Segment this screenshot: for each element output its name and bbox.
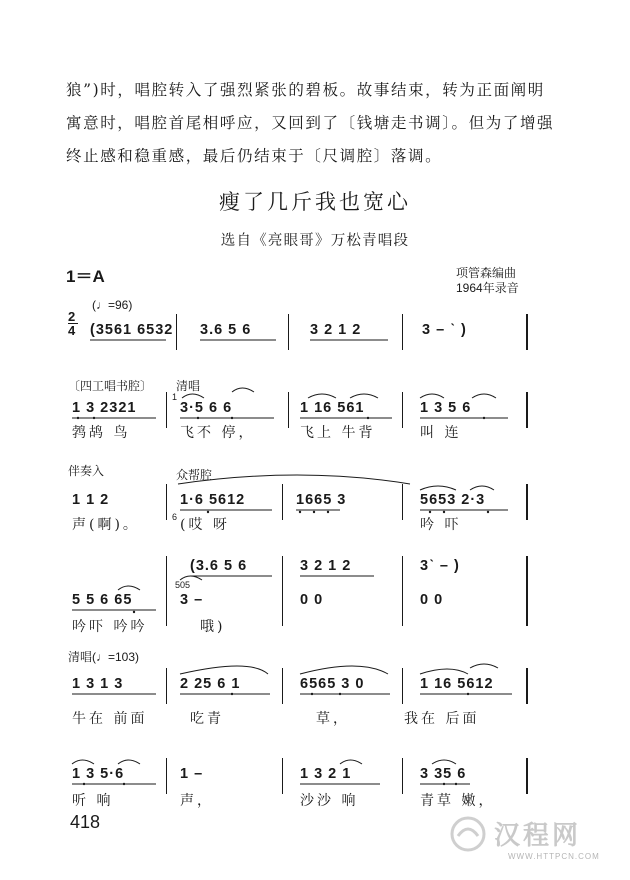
lyric: 吃青	[190, 711, 224, 727]
measure: 3 2 1 2	[300, 558, 352, 574]
low-octave-dot	[443, 511, 445, 513]
tempo-marking: (♩=96)	[92, 298, 133, 312]
lyric: 叫 连	[420, 425, 462, 441]
measure: 3 – ˋ )	[422, 322, 467, 338]
measure: 5 5 6 65	[72, 592, 133, 608]
watermark-logo-icon	[448, 814, 488, 854]
lyric: 我在 后面	[404, 711, 480, 727]
slur	[472, 394, 496, 398]
tempo-marking-2: 清唱(♩=103)	[68, 650, 140, 664]
slur	[432, 760, 456, 764]
low-octave-dot	[429, 511, 431, 513]
measure: 3 2 1 2	[310, 322, 362, 338]
measure: 0 0	[300, 592, 324, 608]
slur	[118, 760, 140, 764]
slur	[178, 475, 410, 484]
slur	[470, 664, 498, 668]
measure: 2 25 6 1	[180, 676, 241, 692]
lyric: 吟 吓	[420, 517, 462, 533]
lyric: 鹁鸪 鸟	[72, 425, 131, 441]
measure: 6565 3 0	[300, 676, 365, 692]
measure: 1 16 561	[300, 400, 365, 416]
slur	[420, 669, 468, 674]
measure: 3 –	[180, 592, 204, 608]
lyric: 声(啊)。	[72, 517, 140, 533]
slur	[72, 760, 94, 764]
measure: 1 3 1 3	[72, 676, 124, 692]
measure: 1665 3	[296, 492, 347, 508]
slur	[118, 586, 140, 590]
lyric: 听 响	[72, 793, 114, 809]
grace-note-505: 505	[175, 580, 191, 590]
slur	[420, 394, 444, 398]
measure: 3·5 6 6	[180, 400, 233, 416]
measure: 3ˋ – )	[420, 558, 460, 574]
slur	[232, 388, 254, 392]
tune-name: 〔四工唱书腔〕	[68, 379, 153, 393]
recording-year: 1964年录音	[456, 281, 519, 295]
low-octave-dot	[313, 511, 315, 513]
measure: 1 3 2321	[72, 400, 137, 416]
slur	[300, 666, 388, 674]
slur	[308, 394, 336, 398]
key-signature: 1＝A	[66, 267, 105, 286]
lyric: 声，	[180, 793, 214, 809]
lyric: 哦)	[200, 619, 226, 635]
slur	[180, 666, 268, 674]
song-subtitle: 选自《亮眼哥》万松青唱段	[220, 233, 410, 249]
measure: 5653 2·3	[420, 492, 486, 508]
measure: 1 3 5 6	[420, 400, 472, 416]
lyric: 飞不 停，	[180, 425, 256, 441]
measure: 1·6 5612	[180, 492, 246, 508]
measure: (3.6 5 6	[190, 558, 248, 574]
slur	[340, 760, 362, 764]
measure: 1 –	[180, 766, 204, 782]
measure: (3561 6532	[90, 322, 174, 338]
low-octave-dot	[207, 511, 209, 513]
measure: 1 3 2 1	[300, 766, 352, 782]
song-title: 瘦了几斤我也宽心	[219, 190, 411, 214]
mark-accompaniment: 伴奏入	[68, 464, 105, 478]
watermark-text: 汉程网	[494, 821, 582, 851]
lyric: 吟吓 吟吟	[72, 619, 148, 635]
lyric: 沙沙 响	[300, 793, 359, 809]
low-octave-dot	[133, 611, 135, 613]
arranger-credit: 项管森编曲	[456, 266, 517, 280]
slur	[180, 576, 202, 580]
page-number: 418	[70, 812, 101, 832]
slur	[470, 486, 494, 490]
grace-note-1: 1	[172, 392, 178, 402]
grace-note-6: 6	[172, 512, 178, 522]
paragraph-line-2: 寓意时，唱腔首尾相呼应，又回到了〔钱塘走书调〕。但为了增强	[66, 114, 555, 132]
paragraph-line-1: 狼”)时，唱腔转入了强烈紧张的碧板。故事结束，转为正面阐明	[66, 81, 545, 99]
time-signature-bottom: 4	[68, 323, 76, 338]
paragraph-line-3: 终止感和稳重感，最后仍结束于〔尺调腔〕落调。	[66, 147, 443, 165]
slur	[420, 486, 456, 490]
low-octave-dot	[327, 511, 329, 513]
mark-qingchang: 清唱	[176, 379, 201, 393]
mark-chorus: 众帮腔	[176, 468, 213, 482]
measure: 3.6 5 6	[200, 322, 252, 338]
slur	[350, 394, 378, 398]
lyric: (哎 呀	[180, 517, 230, 533]
measure: 1 16 5612	[420, 676, 494, 692]
low-octave-dot	[299, 511, 301, 513]
watermark-url: WWW.HTTPCN.COM	[508, 852, 600, 861]
time-signature-top: 2	[68, 309, 76, 324]
slur	[182, 394, 204, 398]
measure: 3 35 6	[420, 766, 467, 782]
measure: 1 1 2	[72, 492, 110, 508]
measure: 1 3 5·6	[72, 766, 125, 782]
lyric: 飞上 牛背	[300, 425, 376, 441]
lyric: 青草 嫩，	[420, 793, 496, 809]
lyric: 草，	[316, 711, 350, 727]
low-octave-dot	[487, 511, 489, 513]
lyric: 牛在 前面	[72, 711, 148, 727]
measure: 0 0	[420, 592, 444, 608]
